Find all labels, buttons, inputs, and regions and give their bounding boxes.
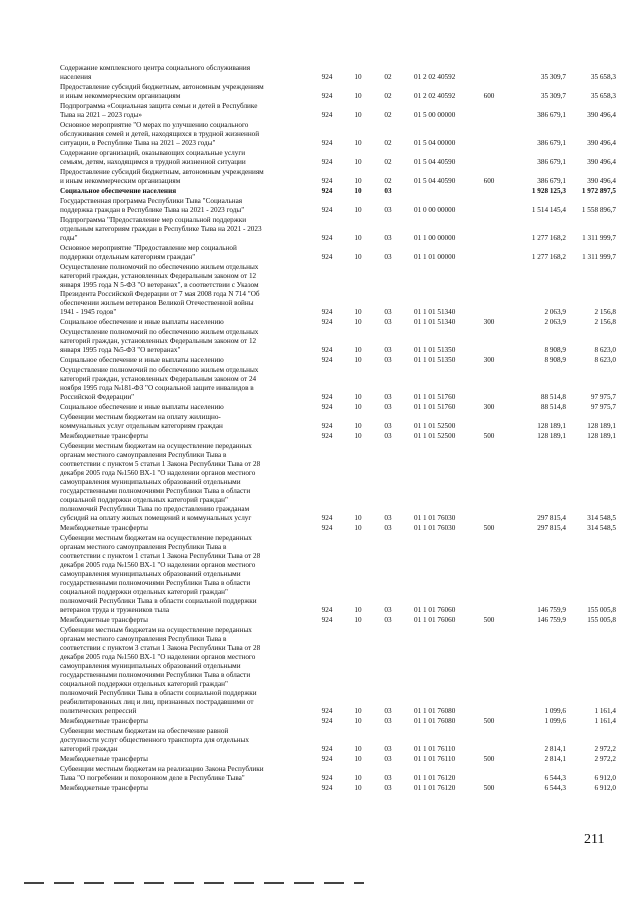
row-c3: 02	[384, 92, 392, 100]
table-row	[0, 149, 640, 167]
row-c2: 10	[354, 432, 362, 440]
row-c1: 924	[321, 606, 333, 614]
row-c1: 924	[321, 73, 333, 81]
row-c4: 01 1 01 76110	[414, 745, 456, 753]
row-c7: 1 311 999,7	[582, 253, 616, 261]
row-c2: 10	[354, 774, 362, 782]
row-c4: 01 1 01 51760	[414, 403, 456, 411]
row-c7: 2 972,2	[594, 745, 616, 753]
row-c6: 6 544,3	[544, 784, 566, 792]
row-c7: 2 156,8	[594, 318, 616, 326]
row-c7: 8 623,0	[594, 356, 616, 364]
row-c5: 500	[483, 755, 495, 763]
row-c6: 146 759,9	[537, 606, 566, 614]
row-name: Предоставление субсидий бюджетным, автономным учреждениям и иным некоммерческим организациям	[60, 168, 264, 185]
row-c7: 155 005,8	[587, 606, 616, 614]
row-name: Субвенции местным бюджетам на осуществление переданных органам местного самоуправления Республики Тыва в соответствии с пунктом 3 статьи 1 Закона Республики Тыва от 28 декабря 2005 года №1560 ВХ-1 "О наделении органов местного самоуправления муниципальных образований отдельными государственными полномочиями Республики Тыва в области социальной поддержки отдельных категорий граждан" полномочий Республики Тыва в области социальной поддержки реабилитированных лиц и лиц, признанных пострадавшими от политических репрессий	[60, 626, 261, 715]
row-c1: 924	[321, 616, 333, 624]
row-name: Межбюджетные трансферты	[60, 784, 148, 792]
row-c2: 10	[354, 234, 362, 242]
row-c5: 500	[483, 616, 495, 624]
row-c3: 03	[384, 318, 392, 326]
row-name: Социальное обеспечение и иные выплаты населению	[60, 318, 224, 326]
row-c4: 01 5 00 00000	[414, 111, 456, 119]
row-c3: 02	[384, 139, 392, 147]
row-c6: 146 759,9	[537, 616, 566, 624]
row-name: Подпрограмма «Социальная защита семьи и детей в Республике Тыва на 2021 – 2023 годы»	[60, 102, 258, 119]
table-row	[0, 102, 640, 120]
row-c3: 03	[384, 308, 392, 316]
row-c2: 10	[354, 616, 362, 624]
row-c4: 01 5 04 40590	[414, 177, 456, 185]
row-c3: 02	[384, 177, 392, 185]
row-c2: 10	[354, 253, 362, 261]
table-row	[0, 197, 640, 215]
row-name: Содержание организаций, оказывающих социальные услуги семьям, детям, находящимся в трудной жизненной ситуации	[60, 149, 246, 166]
row-c7: 6 912,0	[594, 784, 616, 792]
row-c6: 386 679,1	[537, 177, 566, 185]
row-c1: 924	[321, 432, 333, 440]
row-name: Межбюджетные трансферты	[60, 524, 148, 532]
row-c3: 03	[384, 784, 392, 792]
row-c4: 01 1 01 76030	[414, 514, 456, 522]
row-c2: 10	[354, 177, 362, 185]
row-name: Государственная программа Республики Тыва "Социальная поддержка граждан в Республике Тыва на 2021 - 2023 годы"	[60, 197, 245, 214]
row-c6: 386 679,1	[537, 139, 566, 147]
table-row	[0, 187, 640, 196]
row-c1: 924	[321, 403, 333, 411]
row-c4: 01 1 01 76060	[414, 616, 456, 624]
row-c2: 10	[354, 318, 362, 326]
row-c2: 10	[354, 139, 362, 147]
row-c5: 600	[483, 177, 495, 185]
row-c7: 35 658,3	[590, 73, 616, 81]
row-c1: 924	[321, 253, 333, 261]
row-name: Осуществление полномочий по обеспечению жильем отдельных категорий граждан, установленных Федеральным законом от 12 января 1995 года №5-ФЗ "О ветеранах"	[60, 328, 259, 354]
row-c3: 03	[384, 707, 392, 715]
row-name: Межбюджетные трансферты	[60, 616, 148, 624]
row-c1: 924	[321, 92, 333, 100]
row-c1: 924	[321, 187, 333, 195]
row-c4: 01 1 01 51760	[414, 393, 456, 401]
row-c3: 03	[384, 524, 392, 532]
row-c1: 924	[321, 514, 333, 522]
row-name: Субвенции местным бюджетам на обеспечение равной доступности услуг общественного транспорта для отдельных категорий граждан	[60, 727, 249, 753]
row-c6: 35 309,7	[540, 73, 566, 81]
row-c1: 924	[321, 717, 333, 725]
row-c1: 924	[321, 707, 333, 715]
table-row	[0, 356, 640, 365]
row-c3: 03	[384, 514, 392, 522]
row-c2: 10	[354, 346, 362, 354]
row-c3: 03	[384, 606, 392, 614]
row-c2: 10	[354, 158, 362, 166]
row-c4: 01 1 01 00000	[414, 253, 456, 261]
row-c2: 10	[354, 356, 362, 364]
row-c3: 03	[384, 755, 392, 763]
row-c1: 924	[321, 111, 333, 119]
row-c7: 8 623,0	[594, 346, 616, 354]
row-c5: 500	[483, 717, 495, 725]
row-c3: 03	[384, 745, 392, 753]
row-c2: 10	[354, 745, 362, 753]
row-c7: 314 548,5	[587, 514, 616, 522]
row-c3: 03	[384, 616, 392, 624]
table-row	[0, 366, 640, 402]
row-c2: 10	[354, 403, 362, 411]
row-name: Подпрограмма "Предоставление мер социальной поддержки отдельным категориям граждан в Республике Тыва на 2021 - 2023 годы"	[60, 216, 262, 242]
row-c1: 924	[321, 308, 333, 316]
row-c7: 97 975,7	[590, 403, 616, 411]
row-c2: 10	[354, 111, 362, 119]
row-c4: 01 1 01 52500	[414, 432, 456, 440]
table-row	[0, 717, 640, 726]
row-c2: 10	[354, 524, 362, 532]
row-c7: 128 189,1	[587, 432, 616, 440]
row-c4: 01 2 02 40592	[414, 92, 456, 100]
table-row	[0, 534, 640, 615]
table-row	[0, 168, 640, 186]
row-c6: 297 815,4	[537, 524, 566, 532]
row-c4: 01 1 01 76080	[414, 717, 456, 725]
row-name: Осуществление полномочий по обеспечению жильем отдельных категорий граждан, установленных Федеральным законом от 12 января 1995 года N 5-ФЗ "О ветеранах", в соответствии с Указом Президента Российской Федерации от 7 мая 2008 года N 714 "Об обеспечении жильем ветеранов Великой Отечественной войны 1941 - 1945 годов"	[60, 263, 260, 316]
row-c3: 03	[384, 234, 392, 242]
row-c1: 924	[321, 139, 333, 147]
row-c4: 01 1 01 76120	[414, 784, 456, 792]
row-c2: 10	[354, 755, 362, 763]
row-c2: 10	[354, 308, 362, 316]
table-row	[0, 121, 640, 148]
row-c4: 01 2 02 40592	[414, 73, 456, 81]
row-name: Предоставление субсидий бюджетным, автономным учреждениям и иным некоммерческим организациям	[60, 83, 264, 100]
row-c2: 10	[354, 784, 362, 792]
row-c6: 297 815,4	[537, 514, 566, 522]
row-c7: 1 972 897,5	[581, 187, 616, 195]
row-name: Субвенции местным бюджетам на реализацию Закона Республики Тыва "О погребении и похоронном деле в Республике Тыва"	[60, 765, 264, 782]
row-c4: 01 1 01 76080	[414, 707, 456, 715]
row-c2: 10	[354, 187, 362, 195]
row-c2: 10	[354, 393, 362, 401]
row-c7: 2 972,2	[594, 755, 616, 763]
row-c3: 02	[384, 111, 392, 119]
row-c6: 35 309,7	[540, 92, 566, 100]
row-c1: 924	[321, 234, 333, 242]
row-c5: 300	[483, 356, 495, 364]
footer-dash-line	[24, 882, 364, 884]
table-row	[0, 524, 640, 533]
row-c6: 2 814,1	[544, 755, 566, 763]
row-c1: 924	[321, 346, 333, 354]
row-c1: 924	[321, 158, 333, 166]
row-c6: 8 908,9	[544, 356, 566, 364]
row-c1: 924	[321, 206, 333, 214]
row-c4: 01 1 01 51340	[414, 308, 456, 316]
table-row	[0, 328, 640, 355]
row-c6: 88 514,8	[540, 403, 566, 411]
row-c5: 500	[483, 524, 495, 532]
row-c6: 386 679,1	[537, 158, 566, 166]
row-c4: 01 1 01 52500	[414, 422, 456, 430]
row-c2: 10	[354, 707, 362, 715]
row-c2: 10	[354, 514, 362, 522]
row-c2: 10	[354, 92, 362, 100]
row-c2: 10	[354, 73, 362, 81]
table-row	[0, 413, 640, 431]
table-row	[0, 616, 640, 625]
row-c3: 03	[384, 356, 392, 364]
row-c7: 1 311 999,7	[582, 234, 616, 242]
table-row	[0, 727, 640, 754]
row-c7: 1 558 896,7	[581, 206, 616, 214]
row-c4: 01 1 01 51350	[414, 356, 456, 364]
row-c5: 500	[483, 784, 495, 792]
row-c2: 10	[354, 717, 362, 725]
table-row	[0, 64, 640, 82]
row-c3: 03	[384, 774, 392, 782]
table-row	[0, 432, 640, 441]
table-row	[0, 216, 640, 243]
row-c6: 1 928 125,3	[531, 187, 566, 195]
row-c4: 01 1 00 00000	[414, 234, 456, 242]
row-c7: 390 496,4	[587, 111, 616, 119]
row-c5: 500	[483, 432, 495, 440]
row-c4: 01 5 04 00000	[414, 139, 456, 147]
row-c7: 314 548,5	[587, 524, 616, 532]
row-c3: 03	[384, 253, 392, 261]
row-c4: 01 1 01 51350	[414, 346, 456, 354]
row-c2: 10	[354, 206, 362, 214]
row-c4: 01 1 01 76110	[414, 755, 456, 763]
row-c5: 600	[483, 92, 495, 100]
page-number: 211	[584, 832, 605, 847]
row-name: Межбюджетные трансферты	[60, 432, 148, 440]
row-c1: 924	[321, 524, 333, 532]
row-c6: 1 099,6	[544, 707, 566, 715]
row-c1: 924	[321, 422, 333, 430]
row-c7: 390 496,4	[587, 177, 616, 185]
row-c2: 10	[354, 422, 362, 430]
row-c7: 6 912,0	[594, 774, 616, 782]
row-c6: 386 679,1	[537, 111, 566, 119]
row-c6: 2 814,1	[544, 745, 566, 753]
table-row	[0, 765, 640, 783]
row-name: Социальное обеспечение и иные выплаты населению	[60, 356, 224, 364]
table-row	[0, 244, 640, 262]
table-row	[0, 755, 640, 764]
row-c2: 10	[354, 606, 362, 614]
row-c7: 390 496,4	[587, 139, 616, 147]
row-c6: 1 277 168,2	[531, 234, 566, 242]
row-c7: 1 161,4	[594, 707, 616, 715]
row-name: Межбюджетные трансферты	[60, 717, 148, 725]
row-c4: 01 1 01 76120	[414, 774, 456, 782]
row-c4: 01 1 01 51340	[414, 318, 456, 326]
row-c1: 924	[321, 774, 333, 782]
row-c6: 1 277 168,2	[531, 253, 566, 261]
row-c6: 6 544,3	[544, 774, 566, 782]
table-row	[0, 263, 640, 317]
row-c7: 97 975,7	[590, 393, 616, 401]
row-c1: 924	[321, 755, 333, 763]
row-c4: 01 1 01 76030	[414, 524, 456, 532]
row-c5: 300	[483, 318, 495, 326]
row-c7: 1 161,4	[594, 717, 616, 725]
row-c3: 02	[384, 158, 392, 166]
row-c7: 2 156,8	[594, 308, 616, 316]
row-c6: 2 063,9	[544, 318, 566, 326]
row-name: Основное мероприятие "О мерах по улучшению социального обслуживания семей и детей, находящихся в трудной жизненной ситуации, в Республике Тыва на 2021 – 2023 годы"	[60, 121, 260, 147]
row-c6: 88 514,8	[540, 393, 566, 401]
row-c1: 924	[321, 784, 333, 792]
row-name: Содержание комплексного центра социального обслуживания населения	[60, 64, 251, 81]
table-row	[0, 626, 640, 716]
row-name: Основное мероприятие "Предоставление мер социальной поддержки отдельным категориям граждан"	[60, 244, 237, 261]
row-c3: 03	[384, 187, 392, 195]
row-c6: 1 099,6	[544, 717, 566, 725]
table-row	[0, 83, 640, 101]
row-c1: 924	[321, 356, 333, 364]
row-c6: 1 514 145,4	[531, 206, 566, 214]
table-row	[0, 784, 640, 793]
row-name: Субвенции местным бюджетам на осуществление переданных органам местного самоуправления Республики Тыва в соответствии с пунктом 1 статьи 1 Закона Республики Тыва от 28 декабря 2005 года №1560 ВХ-1 "О наделении органов местного самоуправления муниципальных образований отдельными государственными полномочиями Республики Тыва в области социальной поддержки отдельных категорий граждан" полномочий Республики Тыва в области социальной поддержки ветеранов труда и тружеников тыла	[60, 534, 261, 614]
row-c3: 03	[384, 432, 392, 440]
row-c4: 01 0 00 00000	[414, 206, 456, 214]
row-c3: 03	[384, 346, 392, 354]
row-c1: 924	[321, 393, 333, 401]
row-name: Осуществление полномочий по обеспечению жильем отдельных категорий граждан, установленных Федеральным законом от 24 ноября 1995 года №181-ФЗ "О социальной защите инвалидов в Российской Федерации"	[60, 366, 259, 401]
row-c7: 128 189,1	[587, 422, 616, 430]
row-c3: 03	[384, 393, 392, 401]
row-c6: 2 063,9	[544, 308, 566, 316]
row-name: Субвенции местным бюджетам на осуществление переданных органам местного самоуправления Республики Тыва в соответствии с пунктом 5 статьи 1 Закона Республики Тыва от 28 декабря 2005 года №1560 ВХ-1 "О наделении органов местного самоуправления муниципальных образований отдельными государственными полномочиями Республики Тыва в области социальной поддержки отдельных категорий граждан" полномочий Республики Тыва по предоставлению гражданам субсидий на оплату жилых помещений и коммунальных услуг	[60, 442, 261, 522]
row-c3: 02	[384, 73, 392, 81]
row-c5: 300	[483, 403, 495, 411]
table-row	[0, 318, 640, 327]
row-c4: 01 1 01 76060	[414, 606, 456, 614]
row-name: Социальное обеспечение и иные выплаты населению	[60, 403, 224, 411]
row-c7: 35 658,3	[590, 92, 616, 100]
row-c3: 03	[384, 422, 392, 430]
row-c1: 924	[321, 318, 333, 326]
row-c6: 8 908,9	[544, 346, 566, 354]
row-c6: 128 189,1	[537, 422, 566, 430]
row-c3: 03	[384, 717, 392, 725]
table-row	[0, 403, 640, 412]
row-c3: 03	[384, 403, 392, 411]
table-row	[0, 442, 640, 523]
row-c1: 924	[321, 177, 333, 185]
row-c6: 128 189,1	[537, 432, 566, 440]
row-c1: 924	[321, 745, 333, 753]
row-name: Субвенции местным бюджетам на оплату жилищно- коммунальных услуг отдельным категориям граждан	[60, 413, 223, 430]
row-c4: 01 5 04 40590	[414, 158, 456, 166]
row-name: Социальное обеспечение населения	[60, 187, 177, 195]
row-c7: 390 496,4	[587, 158, 616, 166]
row-c7: 155 005,8	[587, 616, 616, 624]
row-name: Межбюджетные трансферты	[60, 755, 148, 763]
row-c3: 03	[384, 206, 392, 214]
